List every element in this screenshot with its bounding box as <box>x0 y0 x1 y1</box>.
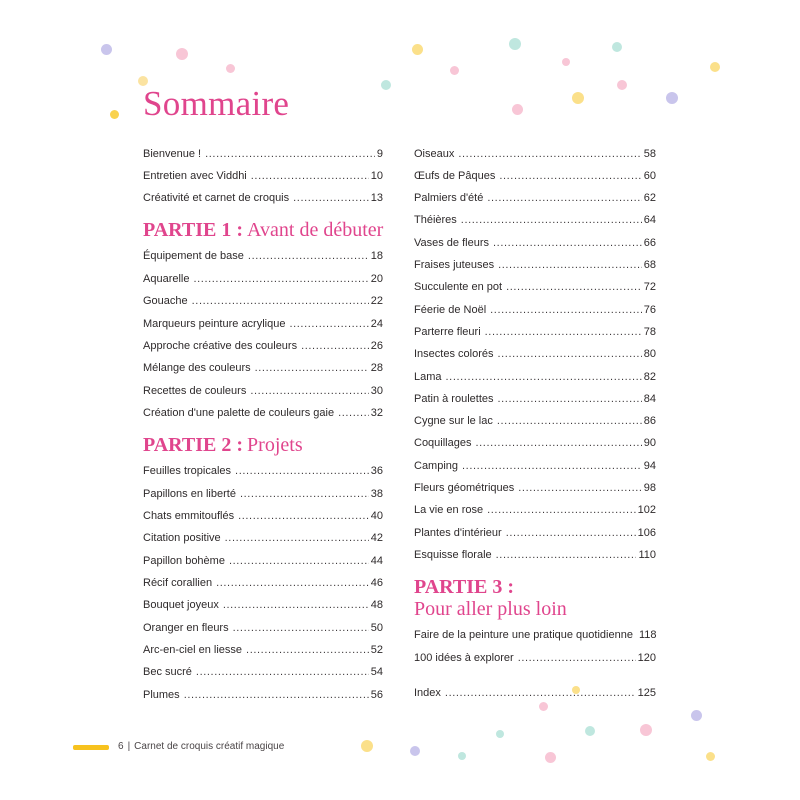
toc-entry-label: Camping <box>414 460 459 472</box>
toc-entry-label: Création d'une palette de couleurs gaie <box>143 407 335 419</box>
dot-leader <box>235 464 369 478</box>
toc-entry-label: Arc-en-ciel en liesse <box>143 644 243 656</box>
toc-entry[interactable] <box>414 370 656 384</box>
dot-leader <box>475 436 641 450</box>
toc-entry[interactable] <box>414 325 656 339</box>
toc-entry-label: Recettes de couleurs <box>143 385 247 397</box>
toc-entry-label: Palmiers d'été <box>414 192 484 204</box>
toc-entry[interactable] <box>143 339 383 353</box>
toc-entry-page: 86 <box>643 415 656 427</box>
toc-entry-page: 82 <box>643 371 656 383</box>
confetti-dot <box>710 62 720 72</box>
toc-entry-label: Parterre fleuri <box>414 326 481 338</box>
toc-entry-label: Succulente en pot <box>414 281 503 293</box>
part-heading <box>143 433 383 457</box>
dot-leader <box>497 347 641 361</box>
toc-entry[interactable] <box>143 621 383 635</box>
toc-entry[interactable] <box>143 361 383 375</box>
toc-entry-page: 84 <box>643 393 656 405</box>
confetti-dot <box>572 92 584 104</box>
part-number: PARTIE 1 : <box>143 219 244 241</box>
toc-entry[interactable] <box>414 347 656 361</box>
toc-entry-page: 10 <box>370 170 383 182</box>
confetti-dot <box>666 92 678 104</box>
dot-leader <box>446 370 642 384</box>
toc-entry-page: 94 <box>643 460 656 472</box>
confetti-dot <box>496 730 504 738</box>
dot-leader <box>496 548 637 562</box>
toc-entry-page: 18 <box>370 250 383 262</box>
toc-entry[interactable] <box>143 598 383 612</box>
toc-entry[interactable] <box>414 548 656 562</box>
confetti-dot <box>381 80 391 90</box>
toc-entry[interactable] <box>414 459 656 473</box>
dot-leader <box>498 258 642 272</box>
dot-leader <box>485 325 642 339</box>
dot-leader <box>248 249 369 263</box>
toc-entry-page: 78 <box>643 326 656 338</box>
toc-entry-label: Oiseaux <box>414 148 455 160</box>
toc-entry[interactable] <box>143 531 383 545</box>
part-heading-title <box>414 597 656 621</box>
toc-entry-label: Lama <box>414 371 442 383</box>
confetti-dot <box>101 44 112 55</box>
toc-entry-label: Théières <box>414 214 457 226</box>
toc-entry-label: Aquarelle <box>143 273 190 285</box>
toc-entry[interactable] <box>143 249 383 263</box>
confetti-dot <box>226 64 235 73</box>
toc-entry-label: Bec sucré <box>143 666 192 678</box>
dot-leader <box>518 651 636 665</box>
toc-entry-label: Chats emmitouflés <box>143 510 235 522</box>
part-title: Avant de débuter <box>247 219 384 241</box>
toc-entry-page: 32 <box>370 407 383 419</box>
toc-entry[interactable] <box>414 303 656 317</box>
toc-entry[interactable] <box>414 414 656 428</box>
toc-entry-label: Gouache <box>143 295 188 307</box>
dot-leader <box>518 481 641 495</box>
toc-entry-page: 30 <box>370 385 383 397</box>
dot-leader <box>461 213 642 227</box>
dot-leader <box>497 414 642 428</box>
part-title: Pour aller plus loin <box>414 598 567 620</box>
dot-leader <box>445 686 636 700</box>
confetti-dot <box>412 44 423 55</box>
part-heading-number <box>414 575 656 599</box>
part-number: PARTIE 3 : <box>414 576 515 598</box>
toc-entry-page: 42 <box>370 532 383 544</box>
confetti-dot <box>617 80 627 90</box>
toc-entry[interactable] <box>414 191 656 205</box>
toc-entry-page: 90 <box>643 437 656 449</box>
toc-entry[interactable] <box>414 436 656 450</box>
toc-entry-label: Plantes d'intérieur <box>414 527 502 539</box>
toc-entry[interactable] <box>143 317 383 331</box>
toc-entry[interactable] <box>414 147 656 161</box>
toc-entry-label: Fleurs géométriques <box>414 482 515 494</box>
footer-page-number: 6 <box>118 741 124 752</box>
toc-entry[interactable] <box>414 481 656 495</box>
confetti-dot <box>110 110 119 119</box>
dot-leader <box>462 459 642 473</box>
dot-leader <box>238 509 369 523</box>
confetti-dot <box>539 702 548 711</box>
dot-leader <box>506 280 642 294</box>
dot-leader <box>338 406 369 420</box>
toc-entry-label: Marqueurs peinture acrylique <box>143 318 286 330</box>
toc-entry-page: 120 <box>637 652 656 664</box>
toc-entry-page: 13 <box>370 192 383 204</box>
toc-entry-label: Entretien avec Viddhi <box>143 170 247 182</box>
toc-entry[interactable] <box>414 169 656 183</box>
toc-entry-label: Récif corallien <box>143 577 213 589</box>
toc-entry-page: 76 <box>643 304 656 316</box>
toc-entry[interactable] <box>414 503 656 517</box>
toc-entry-label: Approche créative des couleurs <box>143 340 298 352</box>
toc-entry-page: 24 <box>370 318 383 330</box>
page-footer <box>118 741 284 752</box>
toc-entry-label: Index <box>414 687 441 699</box>
toc-entry-page: 44 <box>370 555 383 567</box>
toc-entry-page: 110 <box>638 549 656 561</box>
toc-entry[interactable] <box>143 665 383 679</box>
footer-accent-bar <box>73 745 109 750</box>
dot-leader <box>196 665 369 679</box>
toc-entry-label: Esquisse florale <box>414 549 492 561</box>
dot-leader <box>205 147 375 161</box>
dot-leader <box>498 392 642 406</box>
dot-leader <box>216 576 369 590</box>
toc-entry[interactable] <box>414 258 656 272</box>
toc-entry[interactable] <box>143 384 383 398</box>
toc-entry[interactable] <box>414 213 656 227</box>
dot-leader <box>251 169 369 183</box>
toc-entry[interactable] <box>414 392 656 406</box>
toc-entry-label: Bienvenue ! <box>143 148 202 160</box>
toc-entry-label: Bouquet joyeux <box>143 599 219 611</box>
confetti-dot <box>545 752 556 763</box>
toc-entry-page: 40 <box>370 510 383 522</box>
toc-entry-label: Plumes <box>143 689 180 701</box>
confetti-dot <box>585 726 595 736</box>
toc-entry[interactable] <box>143 509 383 523</box>
toc-entry-label: Citation positive <box>143 532 221 544</box>
dot-leader <box>246 643 369 657</box>
toc-entry-page: 60 <box>643 170 656 182</box>
toc-entry-page: 118 <box>638 629 657 641</box>
footer-separator: | <box>127 741 131 752</box>
toc-entry[interactable] <box>414 651 656 665</box>
toc-entry-label: Papillon bohème <box>143 555 225 567</box>
toc-entry[interactable] <box>143 554 383 568</box>
toc-entry-page: 38 <box>370 488 383 500</box>
toc-entry[interactable] <box>414 628 656 642</box>
toc-entry-page: 9 <box>376 148 383 160</box>
dot-leader <box>225 531 369 545</box>
dot-leader <box>240 487 369 501</box>
toc-entry-label: Féerie de Noël <box>414 304 487 316</box>
toc-entry-label: Insectes colorés <box>414 348 494 360</box>
dot-leader <box>458 147 641 161</box>
dot-leader <box>490 303 642 317</box>
toc-entry-label: Faire de la peinture une pratique quotidienne <box>414 629 633 641</box>
confetti-dot <box>691 710 702 721</box>
toc-entry-label: Patin à roulettes <box>414 393 494 405</box>
dot-leader <box>229 554 369 568</box>
confetti-dot <box>612 42 622 52</box>
toc-entry-label: Mélange des couleurs <box>143 362 251 374</box>
confetti-dot <box>706 752 715 761</box>
toc-entry[interactable] <box>143 272 383 286</box>
toc-entry-page: 62 <box>643 192 656 204</box>
toc-entry-page: 20 <box>370 273 383 285</box>
toc-entry[interactable] <box>414 236 656 250</box>
toc-entry-page: 98 <box>643 482 656 494</box>
dot-leader <box>255 361 369 375</box>
toc-entry-page: 28 <box>370 362 383 374</box>
toc-entry-label: La vie en rose <box>414 504 484 516</box>
confetti-dot <box>458 752 466 760</box>
toc-entry[interactable] <box>143 406 383 420</box>
dot-leader <box>233 621 369 635</box>
toc-entry-page: 46 <box>370 577 383 589</box>
confetti-dot <box>640 724 652 736</box>
toc-entry-page: 66 <box>643 237 656 249</box>
toc-entry[interactable] <box>414 526 656 540</box>
toc-entry[interactable] <box>414 280 656 294</box>
toc-entry-label: Créativité et carnet de croquis <box>143 192 290 204</box>
toc-entry-page: 48 <box>370 599 383 611</box>
toc-entry-label: Feuilles tropicales <box>143 465 232 477</box>
toc-entry-page: 72 <box>643 281 656 293</box>
dot-leader <box>192 294 369 308</box>
toc-entry-page: 26 <box>370 340 383 352</box>
toc-entry-page: 50 <box>370 622 383 634</box>
dot-leader <box>193 272 368 286</box>
toc-entry-page: 68 <box>643 259 656 271</box>
page-title: Sommaire <box>143 84 290 123</box>
dot-leader <box>493 236 642 250</box>
confetti-dot <box>410 746 420 756</box>
toc-entry-page: 22 <box>370 295 383 307</box>
toc-entry-page: 52 <box>370 644 383 656</box>
confetti-dot <box>562 58 570 66</box>
toc-entry[interactable] <box>143 576 383 590</box>
dot-leader <box>499 169 641 183</box>
dot-leader <box>487 503 636 517</box>
toc-entry[interactable] <box>143 643 383 657</box>
part-number: PARTIE 2 : <box>143 434 244 456</box>
toc-entry-page: 80 <box>643 348 656 360</box>
toc-entry[interactable] <box>143 464 383 478</box>
toc-entry-page: 36 <box>370 465 383 477</box>
toc-entry-label: Oranger en fleurs <box>143 622 229 634</box>
toc-entry-page: 64 <box>643 214 656 226</box>
toc-entry[interactable] <box>143 191 383 205</box>
confetti-dot <box>509 38 521 50</box>
toc-entry-label: Vases de fleurs <box>414 237 490 249</box>
toc-entry-label: 100 idées à explorer <box>414 652 514 664</box>
toc-entry-page: 125 <box>637 687 656 699</box>
dot-leader <box>487 191 641 205</box>
toc-entry[interactable] <box>143 294 383 308</box>
toc-entry-label: Papillons en liberté <box>143 488 236 500</box>
part-title: Projets <box>247 434 303 456</box>
toc-entry-page: 58 <box>643 148 656 160</box>
toc-entry-label: Cygne sur le lac <box>414 415 493 427</box>
dot-leader <box>223 598 369 612</box>
toc-entry-page: 54 <box>370 666 383 678</box>
footer-book-title: Carnet de croquis créatif magique <box>134 741 285 752</box>
toc-entry-index[interactable] <box>414 686 656 700</box>
toc-entry-label: Équipement de base <box>143 250 244 262</box>
toc-entry[interactable] <box>143 169 383 183</box>
toc-entry[interactable] <box>143 487 383 501</box>
toc-entry-label: Fraises juteuses <box>414 259 495 271</box>
confetti-dot <box>450 66 459 75</box>
confetti-dot <box>512 104 523 115</box>
dot-leader <box>184 688 369 702</box>
dot-leader <box>301 339 369 353</box>
toc-entry-label: Coquillages <box>414 437 472 449</box>
part-heading <box>143 218 383 242</box>
confetti-dot <box>361 740 373 752</box>
toc-entry-page: 106 <box>637 527 656 539</box>
toc-entry[interactable] <box>143 147 383 161</box>
confetti-dot <box>176 48 188 60</box>
toc-entry-label: Œufs de Pâques <box>414 170 496 182</box>
toc-entry-page: 102 <box>637 504 656 516</box>
dot-leader <box>293 191 369 205</box>
dot-leader <box>506 526 636 540</box>
dot-leader <box>250 384 368 398</box>
dot-leader <box>289 317 368 331</box>
toc-entry-page: 56 <box>370 689 383 701</box>
toc-entry[interactable] <box>143 688 383 702</box>
